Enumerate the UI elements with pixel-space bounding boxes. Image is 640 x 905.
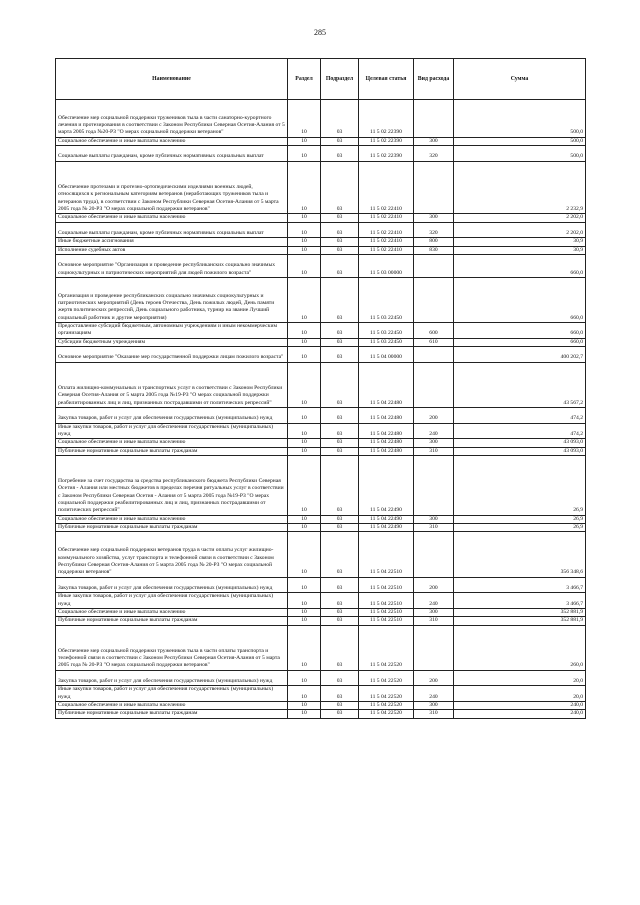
row-name-cell: Социальные выплаты гражданам, кроме публичных нормативных социальных выплат bbox=[56, 146, 288, 162]
table-row bbox=[56, 524, 586, 532]
row-vid-cell: 320 bbox=[414, 222, 454, 238]
row-summa-cell: 20,0 bbox=[454, 686, 586, 702]
row-razdel-cell: 10 bbox=[288, 625, 321, 670]
table-row bbox=[56, 593, 586, 609]
row-vid-cell: 300 bbox=[414, 214, 454, 222]
row-podrazdel-cell: 03 bbox=[321, 686, 359, 702]
row-vid-cell bbox=[414, 625, 454, 670]
row-statya-cell: 11 5 02 22390 bbox=[359, 100, 414, 138]
row-name-cell: Обеспечение протезами и протезно-ортопедическими изделиями военных людей, относящихся к региональным категориям ветеранов (неработающих тружеников тыла и ветеранов труда), в соответствии с Законом Республики Северная Осетия-Алания от 5 марта 2005 года № 20-РЗ "О мерах социальной поддержки ветеранов" bbox=[56, 161, 288, 213]
row-summa-cell: 474,2 bbox=[454, 423, 586, 439]
row-podrazdel-cell: 03 bbox=[321, 617, 359, 625]
row-razdel-cell: 10 bbox=[288, 532, 321, 577]
budget-table bbox=[55, 58, 586, 719]
row-statya-cell: 11 5 04 22480 bbox=[359, 407, 414, 423]
row-summa-cell: 43 093,0 bbox=[454, 439, 586, 447]
row-razdel-cell: 10 bbox=[288, 362, 321, 407]
row-summa-cell: 30,9 bbox=[454, 246, 586, 254]
table-row bbox=[56, 608, 586, 616]
table-row bbox=[56, 515, 586, 523]
row-razdel-cell: 10 bbox=[288, 222, 321, 238]
row-name-cell: Социальное обеспечение и иные выплаты населению bbox=[56, 515, 288, 523]
row-vid-cell: 310 bbox=[414, 447, 454, 455]
table-header-row bbox=[56, 59, 586, 100]
row-vid-cell: 600 bbox=[414, 323, 454, 339]
row-summa-cell: 474,2 bbox=[454, 407, 586, 423]
row-vid-cell bbox=[414, 362, 454, 407]
row-vid-cell: 310 bbox=[414, 617, 454, 625]
row-vid-cell bbox=[414, 100, 454, 138]
table-row bbox=[56, 161, 586, 213]
row-statya-cell: 11 5 04 22480 bbox=[359, 423, 414, 439]
row-statya-cell: 11 5 04 22510 bbox=[359, 532, 414, 577]
row-vid-cell: 310 bbox=[414, 710, 454, 718]
row-summa-cell: 240,0 bbox=[454, 702, 586, 710]
row-summa-cell: 43 093,0 bbox=[454, 447, 586, 455]
row-statya-cell: 11 5 02 22410 bbox=[359, 222, 414, 238]
row-podrazdel-cell: 03 bbox=[321, 277, 359, 322]
row-name-cell: Обеспечение мер социальной поддержки тружеников тыла в части оплаты транспорта и телефонной связи в соответствии с Законом Республики Северная Осетия-Алания от 5 марта 2005 года № 20-РЗ "О мерах социальной поддержки ветеранов" bbox=[56, 625, 288, 670]
row-summa-cell: 30,9 bbox=[454, 238, 586, 246]
row-razdel-cell: 10 bbox=[288, 702, 321, 710]
header-statya: Целевая статья bbox=[359, 59, 414, 100]
row-razdel-cell: 10 bbox=[288, 338, 321, 346]
row-summa-cell: 660,0 bbox=[454, 323, 586, 339]
row-name-cell: Социальное обеспечение и иные выплаты населению bbox=[56, 702, 288, 710]
row-podrazdel-cell: 03 bbox=[321, 608, 359, 616]
row-vid-cell: 610 bbox=[414, 338, 454, 346]
row-name-cell: Закупка товаров, работ и услуг для обеспечения государственных (муниципальных) нужд bbox=[56, 407, 288, 423]
table-row bbox=[56, 347, 586, 363]
row-podrazdel-cell: 03 bbox=[321, 625, 359, 670]
row-podrazdel-cell: 03 bbox=[321, 347, 359, 363]
row-summa-cell: 500,0 bbox=[454, 146, 586, 162]
table-row bbox=[56, 100, 586, 138]
row-razdel-cell: 10 bbox=[288, 617, 321, 625]
row-podrazdel-cell: 03 bbox=[321, 146, 359, 162]
row-vid-cell bbox=[414, 347, 454, 363]
row-razdel-cell: 10 bbox=[288, 246, 321, 254]
row-vid-cell bbox=[414, 455, 454, 515]
row-razdel-cell: 10 bbox=[288, 455, 321, 515]
row-statya-cell: 11 5 04 22510 bbox=[359, 608, 414, 616]
row-name-cell: Иные бюджетные ассигнования bbox=[56, 238, 288, 246]
row-vid-cell bbox=[414, 277, 454, 322]
table-body bbox=[56, 100, 586, 719]
row-vid-cell: 300 bbox=[414, 137, 454, 145]
table-row bbox=[56, 246, 586, 254]
table-row bbox=[56, 455, 586, 515]
row-statya-cell: 11 5 04 22480 bbox=[359, 439, 414, 447]
row-name-cell: Социальное обеспечение и иные выплаты населению bbox=[56, 608, 288, 616]
row-razdel-cell: 10 bbox=[288, 593, 321, 609]
table-row bbox=[56, 362, 586, 407]
row-name-cell: Погребение за счет государства за средства республиканского бюджета Республики Северная Осетия - Алания или местных бюджетов в пределах перечня ритуальных услуг в соответствии с Законом Республики Северная Осетия - Алания от 5 марта 2005 года №19-РЗ "О мерах социальной поддержки реабилитированных лиц и лиц, признанных пострадавшими от политических репрессий" bbox=[56, 455, 288, 515]
row-name-cell: Предоставление субсидий бюджетным, автономным учреждениям и иным некоммерческим организациям bbox=[56, 323, 288, 339]
row-podrazdel-cell: 03 bbox=[321, 423, 359, 439]
row-podrazdel-cell: 03 bbox=[321, 593, 359, 609]
row-podrazdel-cell: 03 bbox=[321, 407, 359, 423]
row-podrazdel-cell: 03 bbox=[321, 447, 359, 455]
table-row bbox=[56, 423, 586, 439]
row-name-cell: Публичные нормативные социальные выплаты гражданам bbox=[56, 617, 288, 625]
table-row bbox=[56, 323, 586, 339]
row-summa-cell: 660,0 bbox=[454, 277, 586, 322]
row-razdel-cell: 10 bbox=[288, 423, 321, 439]
row-vid-cell: 300 bbox=[414, 439, 454, 447]
row-name-cell: Публичные нормативные социальные выплаты гражданам bbox=[56, 447, 288, 455]
row-vid-cell: 310 bbox=[414, 524, 454, 532]
row-statya-cell: 11 5 03 22450 bbox=[359, 323, 414, 339]
row-vid-cell bbox=[414, 161, 454, 213]
row-podrazdel-cell: 03 bbox=[321, 246, 359, 254]
table-row bbox=[56, 407, 586, 423]
row-name-cell: Иные закупки товаров, работ и услуг для обеспечения государственных (муниципальных) нужд bbox=[56, 686, 288, 702]
row-razdel-cell: 10 bbox=[288, 277, 321, 322]
table-row bbox=[56, 222, 586, 238]
row-razdel-cell: 10 bbox=[288, 146, 321, 162]
row-statya-cell: 11 5 04 22520 bbox=[359, 702, 414, 710]
row-razdel-cell: 10 bbox=[288, 670, 321, 686]
row-razdel-cell: 10 bbox=[288, 407, 321, 423]
row-razdel-cell: 10 bbox=[288, 608, 321, 616]
row-podrazdel-cell: 03 bbox=[321, 439, 359, 447]
table-row bbox=[56, 277, 586, 322]
row-razdel-cell: 10 bbox=[288, 161, 321, 213]
header-podrazdel: Подраздел bbox=[321, 59, 359, 100]
row-summa-cell: 400 202,7 bbox=[454, 347, 586, 363]
table-row bbox=[56, 137, 586, 145]
row-statya-cell: 11 5 02 22410 bbox=[359, 214, 414, 222]
table-row bbox=[56, 338, 586, 346]
row-name-cell: Обеспечение мер социальной поддержки ветеранов труда в части оплаты услуг жилищно-коммунального хозяйства, услуг транспорта и телефонной связи в соответствии с Законом Республики Северная Осетия-Алания от 5 марта 2005 года № 20-РЗ "О мерах социальной поддержки ветеранов" bbox=[56, 532, 288, 577]
row-statya-cell: 11 5 02 22410 bbox=[359, 238, 414, 246]
row-podrazdel-cell: 03 bbox=[321, 161, 359, 213]
table-row bbox=[56, 617, 586, 625]
table-row bbox=[56, 238, 586, 246]
row-name-cell: Субсидии бюджетным учреждениям bbox=[56, 338, 288, 346]
row-vid-cell: 800 bbox=[414, 238, 454, 246]
row-podrazdel-cell: 03 bbox=[321, 214, 359, 222]
row-vid-cell: 240 bbox=[414, 423, 454, 439]
row-summa-cell: 2 202,0 bbox=[454, 214, 586, 222]
row-statya-cell: 11 5 03 00000 bbox=[359, 254, 414, 277]
row-vid-cell: 300 bbox=[414, 515, 454, 523]
row-vid-cell bbox=[414, 254, 454, 277]
row-summa-cell: 356 348,6 bbox=[454, 532, 586, 577]
row-razdel-cell: 10 bbox=[288, 323, 321, 339]
row-summa-cell: 660,0 bbox=[454, 338, 586, 346]
row-statya-cell: 11 5 02 22390 bbox=[359, 137, 414, 145]
row-name-cell: Организация и проведение республиканских социально значимых социокультурных и патриотических мероприятий (День героев Отечества, День пожилых людей, День памяти жертв политических репрессий, День социального работника, турнир на звание Лучший социальный работник и другие мероприятия) bbox=[56, 277, 288, 322]
row-summa-cell: 352 881,9 bbox=[454, 608, 586, 616]
row-vid-cell: 300 bbox=[414, 608, 454, 616]
header-razdel: Раздел bbox=[288, 59, 321, 100]
row-statya-cell: 11 5 04 22520 bbox=[359, 710, 414, 718]
row-razdel-cell: 10 bbox=[288, 238, 321, 246]
row-statya-cell: 11 5 04 22490 bbox=[359, 455, 414, 515]
table-row bbox=[56, 702, 586, 710]
table-row bbox=[56, 625, 586, 670]
row-name-cell: Основное мероприятие "Организация и проведение республиканских социально значимых социокультурных и патриотических мероприятий для людей пожилого возраста" bbox=[56, 254, 288, 277]
row-name-cell: Основное мероприятие "Оказание мер государственной поддержки лицам пожилого возраста" bbox=[56, 347, 288, 363]
table-row bbox=[56, 710, 586, 718]
table-row bbox=[56, 532, 586, 577]
row-statya-cell: 11 5 02 22410 bbox=[359, 161, 414, 213]
row-statya-cell: 11 5 04 22510 bbox=[359, 593, 414, 609]
row-summa-cell: 660,0 bbox=[454, 254, 586, 277]
table-row bbox=[56, 686, 586, 702]
row-vid-cell: 200 bbox=[414, 670, 454, 686]
row-podrazdel-cell: 03 bbox=[321, 702, 359, 710]
row-name-cell: Иные закупки товаров, работ и услуг для обеспечения государственных (муниципальных) нужд bbox=[56, 423, 288, 439]
row-summa-cell: 3 466,7 bbox=[454, 577, 586, 593]
row-statya-cell: 11 5 04 22490 bbox=[359, 524, 414, 532]
row-podrazdel-cell: 03 bbox=[321, 362, 359, 407]
row-statya-cell: 11 5 04 22510 bbox=[359, 617, 414, 625]
table-row bbox=[56, 670, 586, 686]
row-podrazdel-cell: 03 bbox=[321, 137, 359, 145]
row-razdel-cell: 10 bbox=[288, 214, 321, 222]
row-summa-cell: 500,0 bbox=[454, 137, 586, 145]
row-podrazdel-cell: 03 bbox=[321, 238, 359, 246]
row-name-cell: Исполнение судебных актов bbox=[56, 246, 288, 254]
row-statya-cell: 11 5 02 22410 bbox=[359, 246, 414, 254]
row-vid-cell: 320 bbox=[414, 146, 454, 162]
row-summa-cell: 2 232,9 bbox=[454, 161, 586, 213]
row-statya-cell: 11 5 04 22520 bbox=[359, 670, 414, 686]
row-summa-cell: 352 881,9 bbox=[454, 617, 586, 625]
row-name-cell: Публичные нормативные социальные выплаты гражданам bbox=[56, 524, 288, 532]
row-podrazdel-cell: 03 bbox=[321, 670, 359, 686]
row-vid-cell: 830 bbox=[414, 246, 454, 254]
row-podrazdel-cell: 03 bbox=[321, 254, 359, 277]
row-vid-cell bbox=[414, 532, 454, 577]
row-razdel-cell: 10 bbox=[288, 347, 321, 363]
row-name-cell: Закупка товаров, работ и услуг для обеспечения государственных (муниципальных) нужд bbox=[56, 577, 288, 593]
row-razdel-cell: 10 bbox=[288, 686, 321, 702]
row-name-cell: Социальное обеспечение и иные выплаты населению bbox=[56, 439, 288, 447]
row-vid-cell: 240 bbox=[414, 686, 454, 702]
row-name-cell: Иные закупки товаров, работ и услуг для обеспечения государственных (муниципальных) нужд bbox=[56, 593, 288, 609]
row-podrazdel-cell: 03 bbox=[321, 323, 359, 339]
row-razdel-cell: 10 bbox=[288, 447, 321, 455]
row-summa-cell: 240,0 bbox=[454, 710, 586, 718]
header-name: Наименование bbox=[56, 59, 288, 100]
row-vid-cell: 200 bbox=[414, 577, 454, 593]
row-statya-cell: 11 5 03 22450 bbox=[359, 338, 414, 346]
row-name-cell: Социальные выплаты гражданам, кроме публичных нормативных социальных выплат bbox=[56, 222, 288, 238]
row-statya-cell: 11 5 04 22520 bbox=[359, 686, 414, 702]
row-podrazdel-cell: 03 bbox=[321, 532, 359, 577]
row-statya-cell: 11 5 04 22480 bbox=[359, 447, 414, 455]
row-summa-cell: 260,0 bbox=[454, 625, 586, 670]
table-row bbox=[56, 439, 586, 447]
row-name-cell: Социальное обеспечение и иные выплаты населению bbox=[56, 214, 288, 222]
row-razdel-cell: 10 bbox=[288, 439, 321, 447]
row-summa-cell: 26,9 bbox=[454, 515, 586, 523]
row-name-cell: Публичные нормативные социальные выплаты гражданам bbox=[56, 710, 288, 718]
table-row bbox=[56, 146, 586, 162]
row-podrazdel-cell: 03 bbox=[321, 222, 359, 238]
row-statya-cell: 11 5 04 22520 bbox=[359, 625, 414, 670]
row-vid-cell: 300 bbox=[414, 702, 454, 710]
header-vid: Вид расхода bbox=[414, 59, 454, 100]
row-razdel-cell: 10 bbox=[288, 137, 321, 145]
row-podrazdel-cell: 03 bbox=[321, 577, 359, 593]
row-summa-cell: 26,9 bbox=[454, 455, 586, 515]
page-number: 285 bbox=[314, 28, 326, 37]
row-summa-cell: 500,0 bbox=[454, 100, 586, 138]
row-statya-cell: 11 5 02 22390 bbox=[359, 146, 414, 162]
row-podrazdel-cell: 03 bbox=[321, 455, 359, 515]
row-razdel-cell: 10 bbox=[288, 710, 321, 718]
row-razdel-cell: 10 bbox=[288, 254, 321, 277]
row-razdel-cell: 10 bbox=[288, 100, 321, 138]
row-name-cell: Социальное обеспечение и иные выплаты населению bbox=[56, 137, 288, 145]
row-podrazdel-cell: 03 bbox=[321, 710, 359, 718]
row-name-cell: Закупка товаров, работ и услуг для обеспечения государственных (муниципальных) нужд bbox=[56, 670, 288, 686]
row-razdel-cell: 10 bbox=[288, 577, 321, 593]
row-podrazdel-cell: 03 bbox=[321, 524, 359, 532]
row-podrazdel-cell: 03 bbox=[321, 100, 359, 138]
row-razdel-cell: 10 bbox=[288, 515, 321, 523]
row-razdel-cell: 10 bbox=[288, 524, 321, 532]
row-statya-cell: 11 5 03 22450 bbox=[359, 277, 414, 322]
table-row bbox=[56, 577, 586, 593]
row-statya-cell: 11 5 04 22510 bbox=[359, 577, 414, 593]
row-summa-cell: 43 567,2 bbox=[454, 362, 586, 407]
row-statya-cell: 11 5 04 22480 bbox=[359, 362, 414, 407]
row-vid-cell: 240 bbox=[414, 593, 454, 609]
row-summa-cell: 2 202,0 bbox=[454, 222, 586, 238]
row-name-cell: Обеспечение мер социальной поддержки тружеников тыла в части санаторно-курортного лечения и протезирования в соответствии с Законом Республики Северная Осетия-Алания от 5 марта 2005 года №20-РЗ "О мерах социальной поддержки ветеранов" bbox=[56, 100, 288, 138]
row-name-cell: Оплата жилищно-коммунальных и транспортных услуг в соответствии с Законом Республики Северная Осетия-Алания от 5 марта 2005 года №19-РЗ "О мерах социальной поддержки реабилитированных лиц и лиц, признанных пострадавшими от политических репрессий" bbox=[56, 362, 288, 407]
row-podrazdel-cell: 03 bbox=[321, 515, 359, 523]
row-statya-cell: 11 5 04 00000 bbox=[359, 347, 414, 363]
table-row bbox=[56, 214, 586, 222]
row-summa-cell: 26,9 bbox=[454, 524, 586, 532]
table-row bbox=[56, 254, 586, 277]
row-statya-cell: 11 5 04 22490 bbox=[359, 515, 414, 523]
header-summa: Сумма bbox=[454, 59, 586, 100]
row-summa-cell: 20,0 bbox=[454, 670, 586, 686]
row-podrazdel-cell: 03 bbox=[321, 338, 359, 346]
row-summa-cell: 3 466,7 bbox=[454, 593, 586, 609]
row-vid-cell: 200 bbox=[414, 407, 454, 423]
table-row bbox=[56, 447, 586, 455]
